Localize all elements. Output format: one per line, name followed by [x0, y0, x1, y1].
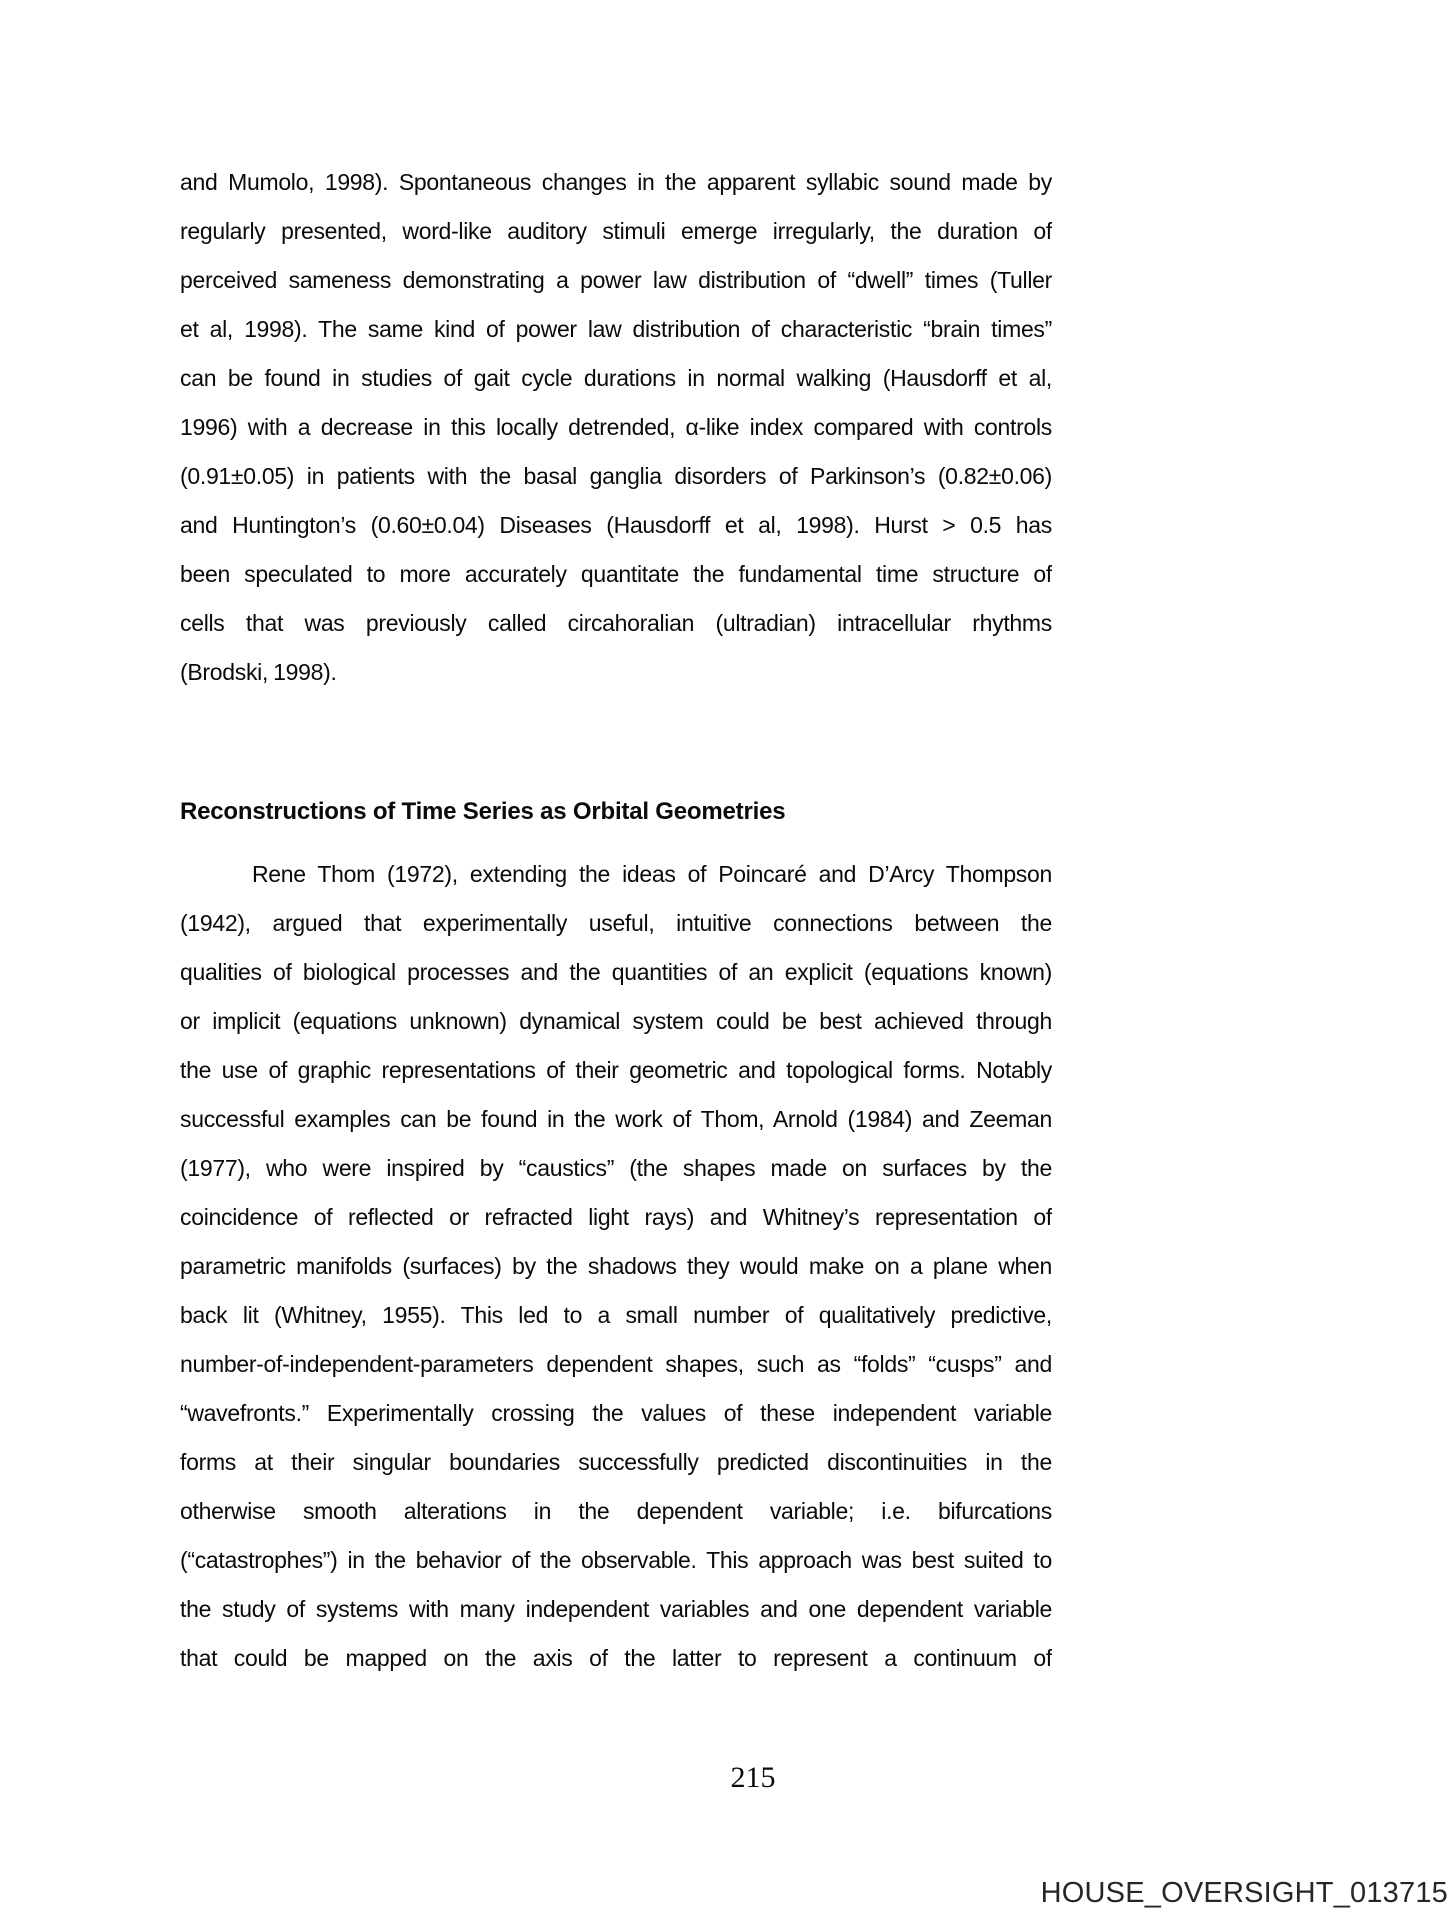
text-line: back lit (Whitney, 1955). This led to a small number of qualitatively predictive, — [180, 1302, 1052, 1328]
text-line: perceived sameness demonstrating a power law distribution of “dwell” times (Tuller — [180, 267, 1052, 293]
text-line: qualities of biological processes and the quantities of an explicit (equations known) — [180, 959, 1052, 985]
text-line: forms at their singular boundaries successfully predicted discontinuities in the — [180, 1449, 1052, 1475]
text-line: can be found in studies of gait cycle durations in normal walking (Hausdorff et al, — [180, 365, 1052, 391]
text-line: successful examples can be found in the work of Thom, Arnold (1984) and Zeeman — [180, 1106, 1052, 1132]
text-line: number-of-independent-parameters dependent shapes, such as “folds” “cusps” and — [180, 1351, 1052, 1377]
text-line: the use of graphic representations of their geometric and topological forms. Notably — [180, 1057, 1052, 1083]
text-line: been speculated to more accurately quantitate the fundamental time structure of — [180, 561, 1052, 587]
text-line: that could be mapped on the axis of the latter to represent a continuum of — [180, 1645, 1052, 1671]
text-line: (1977), who were inspired by “caustics” (the shapes made on surfaces by the — [180, 1155, 1052, 1181]
text-line: coincidence of reflected or refracted light rays) and Whitney’s representation of — [180, 1204, 1052, 1230]
bates-stamp: HOUSE_OVERSIGHT_013715 — [1040, 1877, 1448, 1909]
paragraph-continuation — [180, 158, 1052, 697]
text-line: (“catastrophes”) in the behavior of the observable. This approach was best suited to — [180, 1547, 1052, 1573]
text-line: regularly presented, word-like auditory stimuli emerge irregularly, the duration of — [180, 218, 1052, 244]
text-line: parametric manifolds (surfaces) by the shadows they would make on a plane when — [180, 1253, 1052, 1279]
text-line: and Mumolo, 1998). Spontaneous changes in the apparent syllabic sound made by — [180, 169, 1052, 195]
paragraph — [180, 850, 1052, 1683]
text-line: (1942), argued that experimentally useful, intuitive connections between the — [180, 910, 1052, 936]
text-line: or implicit (equations unknown) dynamical system could be best achieved through — [180, 1008, 1052, 1034]
text-line: (0.91±0.05) in patients with the basal ganglia disorders of Parkinson’s (0.82±0.06) — [180, 463, 1052, 489]
text-line: et al, 1998). The same kind of power law distribution of characteristic “brain times” — [180, 316, 1052, 342]
section-heading: Reconstructions of Time Series as Orbital Geometries — [180, 798, 786, 825]
text-line: the study of systems with many independent variables and one dependent variable — [180, 1596, 1052, 1622]
text-line: Rene Thom (1972), extending the ideas of Poincaré and D’Arcy Thompson — [252, 861, 1052, 887]
text-line: otherwise smooth alterations in the dependent variable; i.e. bifurcations — [180, 1498, 1052, 1524]
text-line: 1996) with a decrease in this locally detrended, α-like index compared with controls — [180, 414, 1052, 440]
text-line: and Huntington’s (0.60±0.04) Diseases (Hausdorff et al, 1998). Hurst > 0.5 has — [180, 512, 1052, 538]
text-line: (Brodski, 1998). — [180, 659, 337, 685]
text-line: cells that was previously called circahoralian (ultradian) intracellular rhythms — [180, 610, 1052, 636]
page-number: 215 — [730, 1761, 776, 1794]
text-line: “wavefronts.” Experimentally crossing the values of these independent variable — [180, 1400, 1052, 1426]
